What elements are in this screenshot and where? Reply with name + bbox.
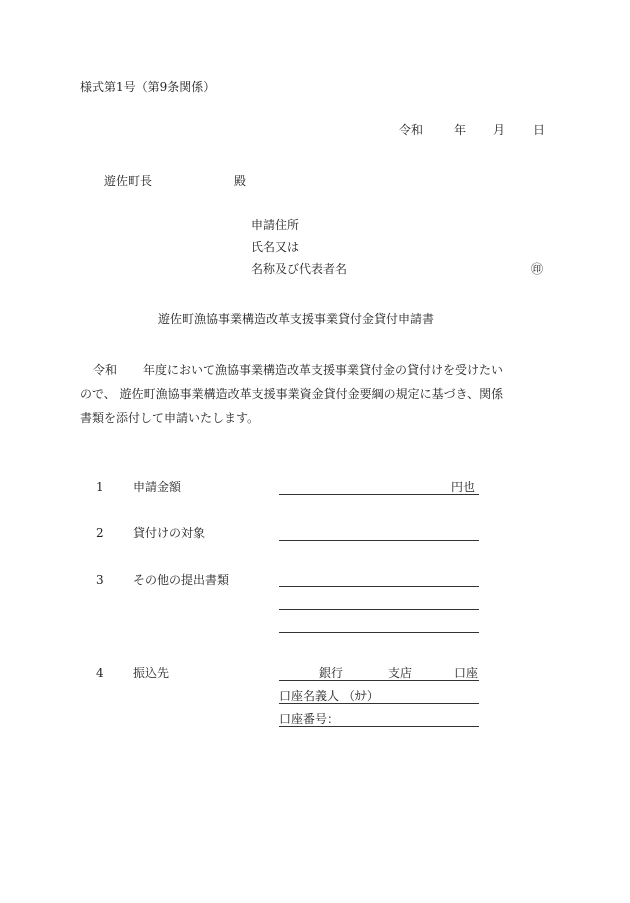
other-documents-underline <box>279 632 479 633</box>
item-label: 振込先 <box>133 666 170 680</box>
branch-label: 支店 <box>388 666 413 680</box>
body-line-1 <box>80 358 550 382</box>
other-documents-underline <box>279 586 479 587</box>
account-type-label: 口座 <box>454 666 479 680</box>
form-number: 様式第1号（第9条関係） <box>80 80 216 94</box>
bank-underline <box>279 680 479 681</box>
item-number: 1 <box>96 480 104 494</box>
loan-target-underline <box>279 540 479 541</box>
item-label: 申請金額 <box>133 480 182 494</box>
date-day-unit: 日 <box>533 123 546 137</box>
body-line-1-text: 年度において漁協事業構造改革支援事業貸付金の貸付けを受けたい <box>143 363 504 377</box>
addressee-name: 遊佐町長 <box>104 174 153 188</box>
item-label: 貸付けの対象 <box>133 526 206 540</box>
item-label: その他の提出書類 <box>133 573 230 587</box>
account-number-underline <box>279 726 479 727</box>
date-era: 令和 <box>399 123 424 137</box>
account-number-label: 口座番号： <box>279 712 340 726</box>
applicant-address-label: 申請住所 <box>251 218 300 232</box>
applicant-name-label-2: 名称及び代表者名 <box>251 262 348 276</box>
account-holder-underline <box>279 703 479 704</box>
applicant-name-label-1: 氏名又は <box>251 240 300 254</box>
body-line-2: ので、 遊佐町漁協事業構造改革支援事業資金貸付金要綱の規定に基づき、関係 <box>80 387 504 401</box>
document-title: 遊佐町漁協事業構造改革支援事業貸付金貸付申請書 <box>158 312 435 326</box>
item-number: 4 <box>96 666 104 680</box>
item-number: 2 <box>96 526 104 540</box>
amount-suffix: 円也 <box>451 480 476 494</box>
bank-label: 銀行 <box>319 666 344 680</box>
other-documents-underline <box>279 609 479 610</box>
item-number: 3 <box>96 573 104 587</box>
addressee-honorific: 殿 <box>234 174 247 188</box>
date-year-unit: 年 <box>454 123 467 137</box>
body-line-1-era: 令和 <box>93 363 118 377</box>
date-month-unit: 月 <box>493 123 506 137</box>
body-line-3: 書類を添付して申請いたします。 <box>80 411 260 425</box>
body-paragraph <box>80 358 550 430</box>
amount-underline <box>279 494 479 495</box>
account-holder-label: 口座名義人 （ｶﾅ） <box>279 689 379 703</box>
seal-mark: ㊞ <box>531 262 544 276</box>
